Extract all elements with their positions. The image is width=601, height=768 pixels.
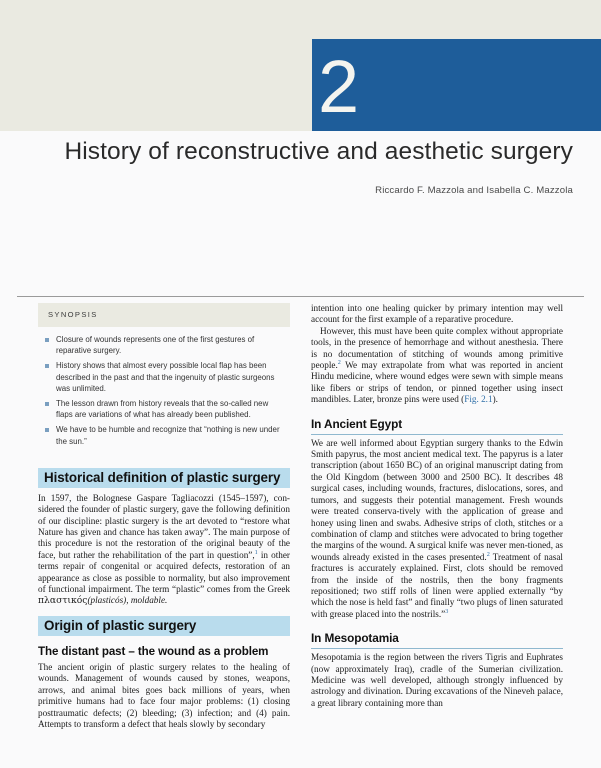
paragraph-text-end: ). — [492, 394, 498, 405]
paragraph-text: We are well informed about Egyptian surgery thanks to the Edwin Smith papyrus, the most ancient medical text. The papyrus is a later transcription (about 1650 — [311, 437, 563, 471]
footnote-marker[interactable]: 2 — [337, 358, 341, 366]
paragraph-text: However, this must have been quite complex without appropriate tools, in the presence of hemorrhage and without anesthesia. There is no documentation of stitching of wounds among primitive people. — [311, 325, 563, 371]
page-title: History of reconstructive and aesthetic surgery — [64, 138, 573, 165]
paragraph-however — [311, 326, 563, 406]
footnote-marker[interactable]: 2 — [486, 550, 490, 558]
body-columns — [0, 303, 601, 768]
era-abbreviation: BC — [406, 460, 419, 471]
paragraph-mesopotamia: Mesopotamia is the region between the rivers Tigris and Euphrates (now approximately Iraq), cradle of the Sumerian civilization. Medicine was well developed, although strongly influenced by astrology and divination. During excavations of the Nineveh palace, a great library containing more than — [311, 652, 563, 708]
section-heading-historical-definition: Historical definition of plastic surgery — [38, 468, 290, 488]
list-item: The lesson drawn from history reveals that the so-called new flaps are variations of what has already been published. — [38, 398, 290, 424]
list-item: We have to be humble and recognize that “nothing is new under the sun.” — [38, 424, 290, 450]
list-item: History shows that almost every possible local flap has been described in the past and that the ingenuity of plastic surgeons was unlimited. — [38, 360, 290, 398]
list-item: Closure of wounds represents one of the first gestures of reparative surgery. — [38, 334, 290, 360]
paragraph-distant-past: The ancient origin of plastic surgery relates to the healing of wounds. Management of wounds caused by stones, weapons, arrows, and animal bites goes back millions of years, when primitive humans had to face four major problems: (1) closing posttraumatic defects; (2) bleeding; (3) infection; and (4) pain. Attempts to transform a defect that heals slowly by secondary — [38, 661, 290, 729]
title-block — [0, 137, 601, 196]
paragraph-intention-continued: intention into one healing quicker by primary intention may well account for the first example of a reparative procedure. — [311, 303, 563, 325]
synopsis-panel — [38, 303, 290, 451]
paragraph-text-cont: We may extrapolate from what was reported in ancient Hindu medicine, where wound edges were sewn with simple means like fibers or strips of tendon, or pinned together using insect mandibles. Later, bronze pins were used ( — [311, 360, 563, 405]
footnote-marker[interactable]: 1 — [254, 548, 258, 556]
figure-crossref-link[interactable]: Fig. 2.1 — [464, 394, 493, 405]
paragraph-text-cont2: ). It describes 48 surgical cases, including wounds, fractures, dislocations, sores, and tumors, and suggests their potential management. Fresh wounds were treated conserva-tively with the application of grease and honey using linen and swabs. Adhesive strips of cloth, stitches or a combination of clamp and stitches were advocated to bring together the margins of the wound. A surgical knife was never men-tioned, as wounds already existed in the cases presented. — [311, 471, 563, 562]
chapter-masthead — [0, 0, 601, 131]
subsection-heading-distant-past: The distant past – the wound as a problem — [38, 644, 269, 658]
chapter-number: 2 — [318, 45, 359, 128]
section-heading-origin: Origin of plastic surgery — [38, 616, 290, 636]
era-abbreviation: BC — [483, 471, 497, 482]
synopsis-list — [38, 327, 290, 451]
paragraph-historical-definition — [38, 493, 290, 607]
greek-transliteration: (plasticós), moldable. — [87, 595, 168, 606]
paragraph-text-cont: in other terms repair of congenital or acquired defects, restoration of an appearance as close as possible to normality, but also improvement of functional impairment. The term “plastic” comes from the Greek — [38, 549, 290, 595]
paragraph-text-cont: ) of an original manuscript dating from the Old Kingdom (between 3000 and 2500 — [311, 460, 563, 482]
section-heading-ancient-egypt: In Ancient Egypt — [311, 417, 563, 435]
author-byline: Riccardo F. Mazzola and Isabella C. Mazzola — [375, 185, 573, 196]
paragraph-ancient-egypt — [311, 438, 563, 621]
left-column — [38, 303, 290, 768]
header-divider-rule — [17, 296, 584, 297]
right-column — [311, 303, 563, 768]
synopsis-heading: SYNOPSIS — [38, 303, 290, 327]
paragraph-text-cont3: Treatment of nasal fractures is accurately explained. First, clots should be removed from the inside of the nostrils, then the bony fragments repositioned; two stiff rolls of linen were applied externally “by which the nose is held fast” and finally “two plugs of linen saturated with grease placed into the nostrils.” — [311, 551, 563, 619]
greek-term: πλαστικός — [38, 595, 88, 607]
footnote-marker[interactable]: 3 — [445, 607, 449, 615]
section-heading-mesopotamia: In Mesopotamia — [311, 631, 563, 649]
paragraph-text: In 1597, the Bolognese Gaspare Tagliacozzi (1545–1597), con-sidered the founder of plastic surgery, gave the following definition of our discipline: plastic surgery is the art devoted to “restore what Nature has given and chance has taken away”. The main purpose of this procedure is not the restoration of the original beauty of the face, but rather the rehabilitation of the part in question”, — [38, 492, 290, 560]
